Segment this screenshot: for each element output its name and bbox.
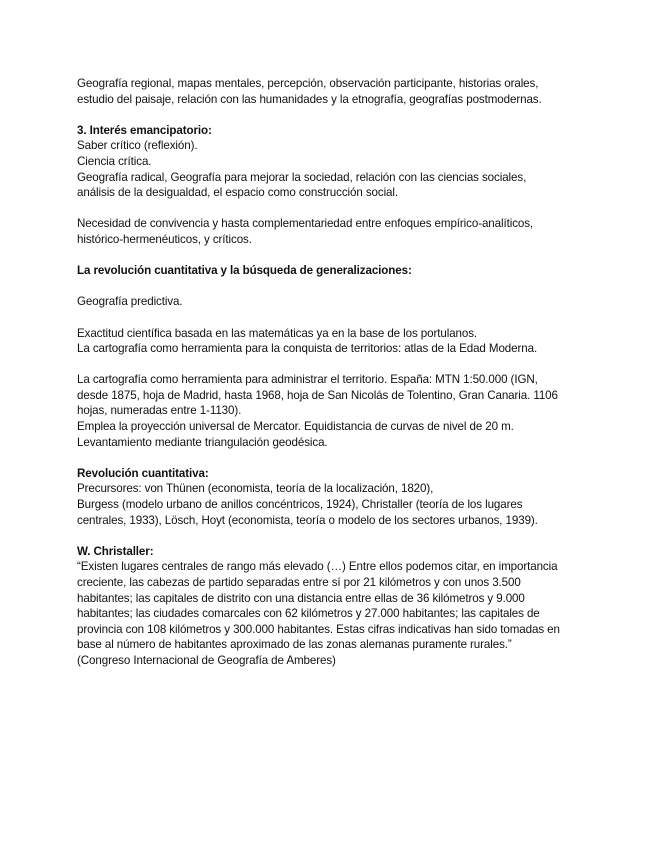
text-line: centrales, 1933), Lösch, Hoyt (economista, teoría o modelo de los sectores urbanos, 1939).	[77, 513, 538, 527]
text-line: Emplea la proyección universal de Mercator. Equidistancia de curvas de nivel de 20 m.	[77, 420, 514, 434]
section-heading: 3. Interés emancipatorio:	[77, 123, 212, 137]
section-christaller	[77, 544, 577, 669]
text-line: Burgess (modelo urbano de anillos concéntricos, 1924), Christaller (teoría de los lugares	[77, 498, 523, 512]
text-line: desde 1875, hoja de Madrid, hasta 1968, hoja de San Nicolás de Tolentino, Gran Canaria. 1106	[77, 388, 558, 402]
text-line: La cartografía como herramienta para administrar el territorio. España: MTN 1:50.000 (IGN,	[77, 373, 538, 387]
section-heading: W. Christaller:	[77, 544, 154, 558]
quote-source: (Congreso Internacional de Geografía de Amberes)	[77, 653, 336, 667]
text-line: Levantamiento mediante triangulación geodésica.	[77, 435, 328, 449]
paragraph-convivencia	[77, 216, 577, 247]
text-line: Necesidad de convivencia y hasta complementariedad entre enfoques empírico-analíticos,	[77, 217, 534, 231]
quote-line: habitantes; las ciudades comarcales con 62 kilómetros y 27.000 habitantes; las capitales de	[77, 607, 540, 621]
text-line: Geografía predictiva.	[77, 295, 183, 309]
paragraph-geografia-regional	[77, 76, 577, 107]
text-line: Ciencia crítica.	[77, 154, 152, 168]
text-line: histórico-hermenéuticos, y críticos.	[77, 232, 252, 246]
section-revolucion-generalizaciones	[77, 263, 577, 279]
text-line: Precursores: von Thünen (economista, teoría de la localización, 1820),	[77, 482, 434, 496]
quote-line: provincia con 108 kilómetros y 300.000 habitantes. Estas cifras indicativas han sido tomadas en	[77, 622, 560, 636]
paragraph-exactitud-cientifica	[77, 326, 577, 357]
paragraph-geografia-predictiva	[77, 294, 577, 310]
text-line: Geografía radical, Geografía para mejorar la sociedad, relación con las ciencias sociales,	[77, 170, 527, 184]
text-line: Saber crítico (reflexión).	[77, 139, 198, 153]
text-line: Exactitud científica basada en las matemáticas ya en la base de los portulanos.	[77, 326, 478, 340]
text-line: La cartografía como herramienta para la conquista de territorios: atlas de la Edad Moderna.	[77, 342, 538, 356]
text-line: Geografía regional, mapas mentales, percepción, observación participante, historias orales,	[77, 77, 539, 90]
section-interes-emancipatorio	[77, 123, 577, 201]
section-heading: Revolución cuantitativa:	[77, 466, 209, 480]
document-page	[77, 76, 577, 684]
paragraph-cartografia-administrar	[77, 372, 577, 450]
section-revolucion-cuantitativa	[77, 466, 577, 528]
quote-line: “Existen lugares centrales de rango más elevado (…) Entre ellos podemos citar, en importancia	[77, 560, 558, 574]
text-line: estudio del paisaje, relación con las humanidades y la etnografía, geografías postmodernas.	[77, 92, 542, 106]
section-heading: La revolución cuantitativa y la búsqueda de generalizaciones:	[77, 264, 412, 278]
text-line: hojas, numeradas entre 1-1130).	[77, 404, 242, 418]
text-line: análisis de la desigualdad, el espacio como construcción social.	[77, 186, 398, 200]
quote-line: habitantes; las capitales de distrito con una distancia entre ellas de 36 kilómetros y 9.000	[77, 591, 525, 605]
quote-line: creciente, las cabezas de partido separadas entre sí por 21 kilómetros y con unos 3.500	[77, 576, 521, 589]
quote-line: base al número de habitantes aproximado de las zonas alemanas puramente rurales.”	[77, 638, 512, 652]
